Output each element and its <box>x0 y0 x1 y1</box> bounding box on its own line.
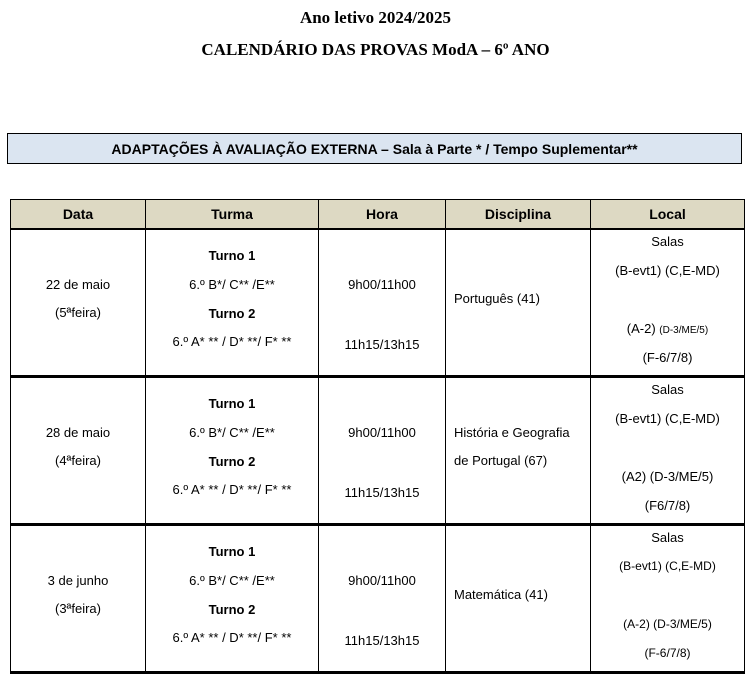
date-cell <box>11 525 146 673</box>
table-row <box>11 525 745 673</box>
shift-1-time: 9h00/11h00 <box>348 277 416 292</box>
exam-calendar-table <box>10 199 745 674</box>
room-d: (D-3/ME/5) <box>653 617 712 631</box>
time-cell <box>319 377 446 525</box>
rooms-line-1: (B-evt1) (C,E-MD) <box>615 263 720 278</box>
column-header-date: Data <box>11 200 146 230</box>
location-cell <box>591 377 745 525</box>
location-cell <box>591 525 745 673</box>
shift-1-classes: 6.º B*/ C** /E** <box>189 573 275 588</box>
shift-2-classes: 6.º A* ** / D* **/ F* ** <box>172 482 292 497</box>
time-cell <box>319 525 446 673</box>
rooms-line-3: (F6/7/8) <box>644 498 691 513</box>
exam-weekday: (5ªfeira) <box>55 305 101 320</box>
subject-cell <box>446 377 591 525</box>
class-cell <box>146 229 319 377</box>
class-cell <box>146 525 319 673</box>
shift-2-classes: 6.º A* ** / D* **/ F* ** <box>172 334 292 349</box>
table-row <box>11 229 745 377</box>
rooms-label: Salas <box>651 382 684 397</box>
shift-1-label: Turno 1 <box>208 544 256 559</box>
rooms-label: Salas <box>651 234 684 249</box>
exam-date: 22 de maio <box>45 277 111 292</box>
shift-2-time: 11h15/13h15 <box>344 633 420 648</box>
column-header-time: Hora <box>319 200 446 230</box>
subject-name: Português (41) <box>454 291 540 306</box>
column-header-subject: Disciplina <box>446 200 591 230</box>
shift-2-classes: 6.º A* ** / D* **/ F* ** <box>172 630 292 645</box>
subject-cell <box>446 525 591 673</box>
shift-2-label: Turno 2 <box>208 306 256 321</box>
exam-weekday: (3ªfeira) <box>55 601 101 616</box>
shift-2-time: 11h15/13h15 <box>344 485 420 500</box>
subject-name-line-2: de Portugal (67) <box>454 453 548 468</box>
shift-1-label: Turno 1 <box>208 248 256 263</box>
shift-2-label: Turno 2 <box>208 454 256 469</box>
rooms-line-2 <box>591 321 744 336</box>
shift-2-time: 11h15/13h15 <box>344 337 420 352</box>
shift-1-time: 9h00/11h00 <box>348 425 416 440</box>
date-cell <box>11 229 146 377</box>
subject-cell <box>446 229 591 377</box>
room-a: (A-2) <box>626 321 656 336</box>
location-cell <box>591 229 745 377</box>
rooms-line-1: (B-evt1) (C,E-MD) <box>615 411 720 426</box>
subject-name: História e Geografia <box>454 425 570 440</box>
class-cell <box>146 377 319 525</box>
date-cell <box>11 377 146 525</box>
table-row <box>11 377 745 525</box>
adaptations-banner: ADAPTAÇÕES À AVALIAÇÃO EXTERNA – Sala à Parte * / Tempo Suplementar** <box>7 133 742 164</box>
room-d: (D-3/ME/5) <box>659 325 709 336</box>
subject-name: Matemática (41) <box>454 587 548 602</box>
shift-2-label: Turno 2 <box>208 602 256 617</box>
time-cell <box>319 229 446 377</box>
page-title: CALENDÁRIO DAS PROVAS ModA – 6º ANO <box>201 40 550 59</box>
rooms-line-1: (B-evt1) (C,E-MD) <box>619 559 716 573</box>
exam-date: 28 de maio <box>45 425 111 440</box>
shift-1-classes: 6.º B*/ C** /E** <box>189 425 275 440</box>
table-header-row <box>11 200 745 230</box>
shift-1-classes: 6.º B*/ C** /E** <box>189 277 275 292</box>
rooms-line-3: (F-6/7/8) <box>644 646 691 660</box>
rooms-line-3: (F-6/7/8) <box>642 350 693 365</box>
room-a: (A-2) <box>623 617 650 631</box>
shift-1-label: Turno 1 <box>208 396 256 411</box>
shift-1-time: 9h00/11h00 <box>348 573 416 588</box>
school-year-title: Ano letivo 2024/2025 <box>299 8 452 27</box>
rooms-line-2: (A2) (D-3/ME/5) <box>621 469 714 484</box>
column-header-class: Turma <box>146 200 319 230</box>
exam-weekday: (4ªfeira) <box>55 453 101 468</box>
rooms-line-2 <box>591 617 744 631</box>
exam-date: 3 de junho <box>47 573 109 588</box>
column-header-location: Local <box>591 200 745 230</box>
rooms-label: Salas <box>651 530 684 545</box>
